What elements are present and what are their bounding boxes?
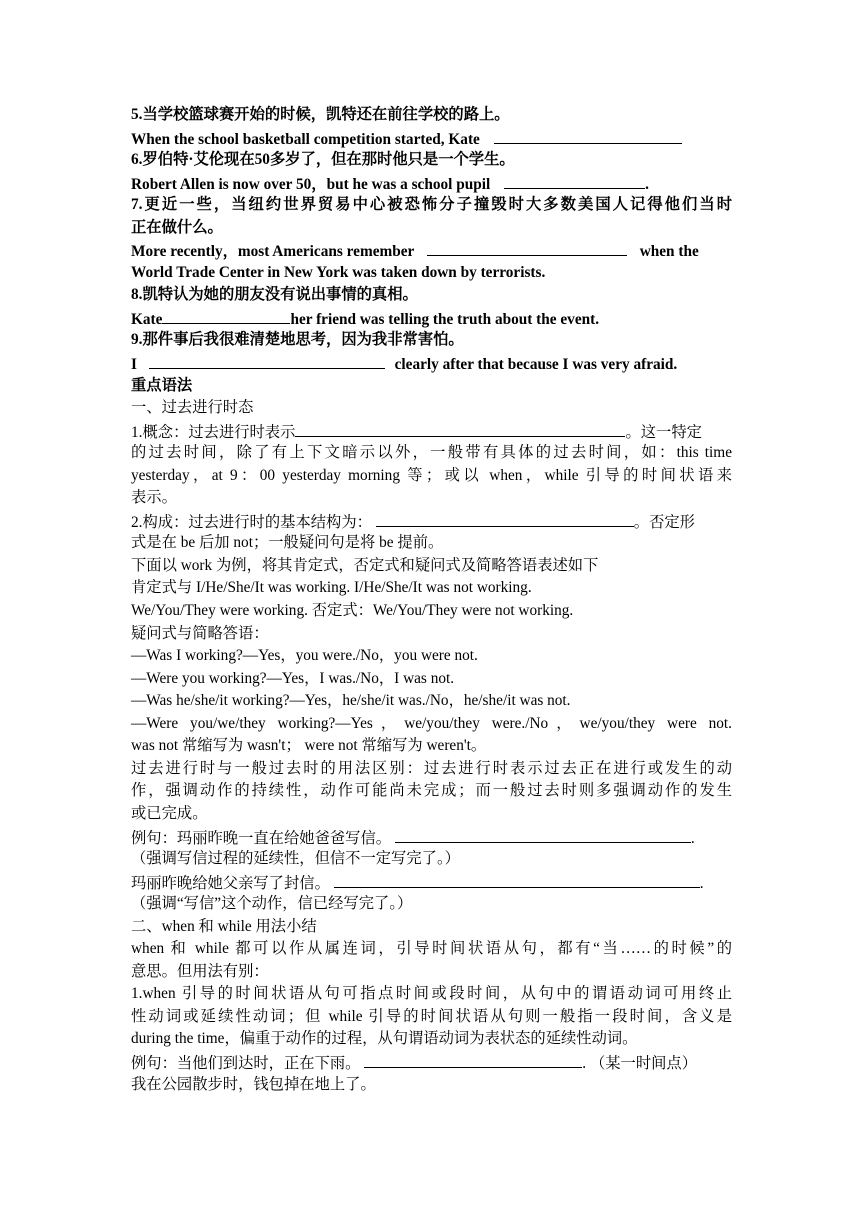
structure-line-1: [131, 510, 732, 533]
when-line-2: 性动词或延续性动词；但 while 引导的时间状语从句则一般指一段时间，含义是: [131, 1007, 732, 1025]
example-2: [131, 871, 732, 894]
question-line-2: —Were you working?—Yes，I was./No，I was not.: [131, 669, 455, 687]
exercise-5-blank[interactable]: [494, 127, 682, 144]
exercise-5-chinese: 5.当学校篮球赛开始的时候，凯特还在前往学校的路上。: [131, 106, 510, 123]
exercise-8-prompt: Kate: [131, 310, 163, 328]
concept-line-2: 的过去时间，除了有上下文暗示以外，一般带有具体的过去时间，如：this time: [131, 444, 732, 462]
example-3-blank[interactable]: [364, 1051, 582, 1068]
example-2-blank[interactable]: [334, 871, 700, 888]
example-intro: 下面以 work 为例，将其肯定式，否定式和疑问式及简略答语表述如下: [131, 556, 599, 574]
difference-line-1: 过去进行时与一般过去时的用法区别：过去进行时表示过去正在进行或发生的动: [131, 759, 732, 777]
exercise-7-chinese-line-1: 7.更近一些，当纽约世界贸易中心被恐怖分子撞毁时大多数美国人记得他们当时: [131, 196, 732, 214]
exercise-6-prompt: Robert Allen is now over 50，but he was a school pupil: [131, 175, 491, 193]
example-4: 我在公园散步时，钱包掉在地上了。: [131, 1075, 376, 1093]
example-2-period: .: [699, 874, 704, 892]
concept-line-3: yesterday，at 9：00 yesterday morning 等；或以 when，while 引导的时间状语来: [131, 466, 732, 484]
grammar-heading: 重点语法: [131, 376, 193, 394]
question-title: 疑问式与简略答语：: [131, 624, 269, 642]
structure-blank[interactable]: [376, 510, 634, 527]
question-line-4: —Were you/we/they working?—Yes，we/you/they were./No，we/you/they were not.: [131, 714, 732, 732]
exercise-9-chinese: 9.那件事后我很难清楚地思考，因为我非常害怕。: [131, 331, 464, 349]
example-1-blank[interactable]: [395, 826, 691, 843]
contraction-note: was not 常缩写为 wasn't； were not 常缩写为 weren't。: [131, 737, 487, 755]
exercise-7-english-line-2: World Trade Center in New York was taken down by terrorists.: [131, 263, 546, 281]
exercise-8-english: [131, 307, 732, 330]
example-2-chinese: 玛丽昨晚给她父亲写了封信。: [131, 874, 330, 892]
example-3-chinese: 例句：当他们到达时，正在下雨。: [131, 1054, 361, 1072]
affirmative-line-1: 肯定式与 I/He/She/It was working. I/He/She/It was not working.: [131, 579, 532, 597]
when-line-3: during the time，偏重于动作的过程，从句谓语动词为表状态的延续性动词。: [131, 1030, 638, 1048]
difference-line-2: 作，强调动作的持续性，动作可能尚未完成；而一般过去时则多强调动作的发生: [131, 782, 732, 800]
exercise-8-rest: her friend was telling the truth about the event.: [290, 310, 600, 328]
section-2-title: 二、when 和 while 用法小结: [131, 917, 317, 935]
exercise-8-chinese: 8.凯特认为她的朋友没有说出事情的真相。: [131, 286, 418, 304]
exercise-6-chinese: 6.罗伯特·艾伦现在50多岁了，但在那时他只是一个学生。: [131, 151, 515, 169]
exercise-9-prompt: I: [131, 356, 137, 374]
example-1-chinese: 例句：玛丽昨晚一直在给她爸爸写信。: [131, 829, 392, 847]
structure-continuation: 。否定形: [633, 513, 695, 531]
example-3-note: . （某一时间点）: [582, 1054, 698, 1072]
example-1-note: （强调写信过程的延续性，但信不一定写完了。）: [131, 850, 460, 868]
exercise-7-english: [131, 239, 732, 262]
example-1: [131, 826, 732, 849]
exercise-5-prompt: When the school basketball competition started, Kate: [131, 130, 480, 148]
difference-line-3: 或已完成。: [131, 804, 208, 822]
example-1-period: .: [690, 829, 695, 847]
exercise-7-continuation: when the: [639, 243, 699, 261]
concept-line-1: [131, 420, 732, 443]
example-3: [131, 1051, 732, 1074]
exercise-6-end: .: [645, 175, 649, 193]
exercise-6-blank[interactable]: [504, 172, 645, 189]
concept-blank[interactable]: [295, 420, 625, 437]
section-2-line-1: when 和 while 都可以作从属连词，引导时间状语从句，都有“当……的时候”的: [131, 940, 732, 958]
question-line-3: —Was he/she/it working?—Yes，he/she/it was./No，he/she/it was not.: [131, 692, 571, 710]
exercise-8-blank[interactable]: [162, 307, 290, 324]
affirmative-line-2: We/You/They were working. 否定式：We/You/They were not working.: [131, 602, 574, 620]
question-line-1: —Was I working?—Yes，you were./No，you were not.: [131, 647, 478, 665]
exercise-5-english: [131, 127, 732, 150]
exercise-7-chinese-line-2: 正在做什么。: [131, 218, 223, 236]
exercise-7-blank[interactable]: [427, 239, 627, 256]
exercise-9-rest: clearly after that because I was very afraid.: [394, 356, 678, 374]
structure-label: 2.构成：过去进行时的基本结构为：: [131, 513, 372, 531]
concept-line-4: 表示。: [131, 489, 177, 507]
section-2-line-2: 意思。但用法有别：: [131, 962, 269, 980]
concept-continuation: 。这一特定: [625, 423, 702, 441]
worksheet-page: [131, 104, 732, 1096]
exercise-6-english: [131, 172, 732, 195]
concept-label: 1.概念：过去进行时表示: [131, 423, 296, 441]
exercise-9-blank[interactable]: [149, 352, 385, 369]
exercise-9-english: [131, 352, 732, 375]
exercise-7-prompt: More recently，most Americans remember: [131, 243, 415, 261]
when-line-1: 1.when 引导的时间状语从句可指点时间或段时间，从句中的谓语动词可用终止: [131, 985, 732, 1003]
section-1-title: 一、过去进行时态: [131, 399, 254, 417]
structure-line-2: 式是在 be 后加 not；一般疑问句是将 be 提前。: [131, 534, 444, 552]
example-2-note: （强调“写信”这个动作，信已经写完了。）: [131, 895, 413, 913]
